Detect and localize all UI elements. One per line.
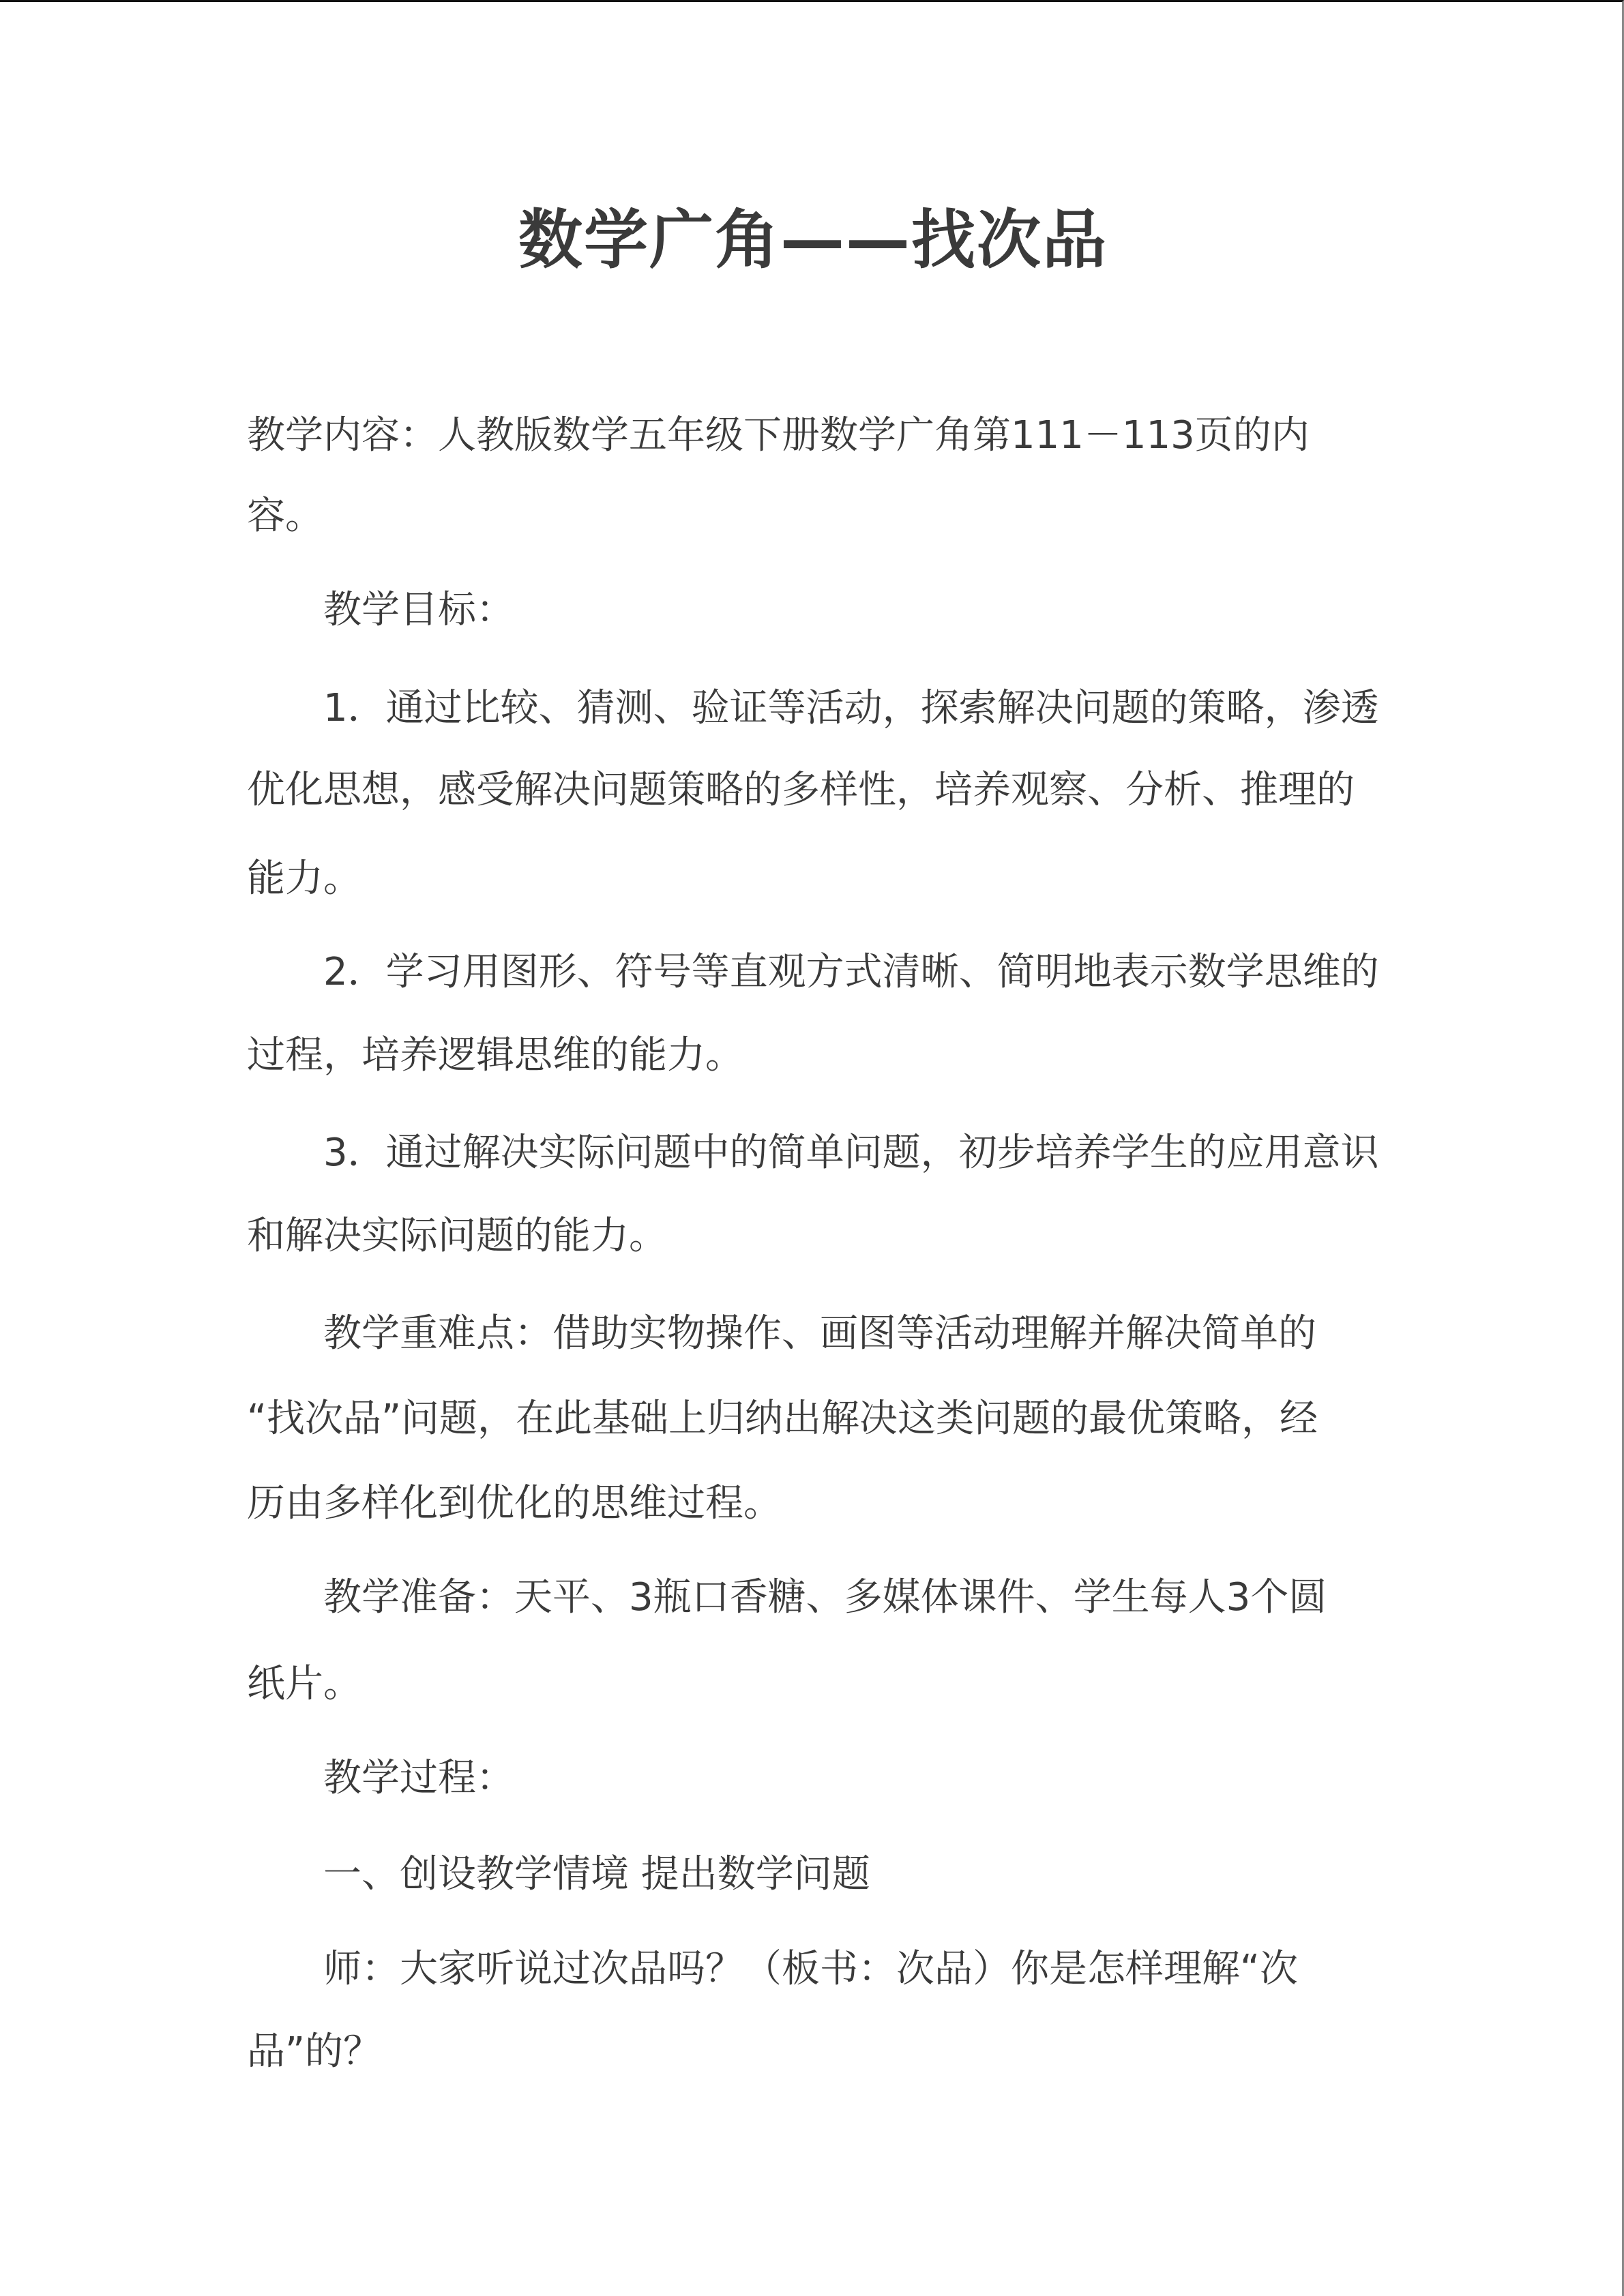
objective-1-line-2: 优化思想，感受解决问题策略的多样性，培养观察、分析、推理的 — [247, 768, 1355, 812]
key-points-line-3: 历由多样化到优化的思维过程。 — [247, 1481, 782, 1525]
objective-3-line-2: 和解决实际问题的能力。 — [247, 1214, 667, 1258]
key-points-line-2: “找次品”问题，在此基础上归纳出解决这类问题的最优策略，经 — [247, 1397, 1318, 1441]
objective-2-line-2: 过程，培养逻辑思维的能力。 — [247, 1033, 743, 1077]
dialogue-line-2: 品”的？ — [247, 2029, 382, 2074]
section-one-heading: 一、创设教学情境 提出数学问题 — [323, 1852, 870, 1896]
key-points-line-1: 教学重难点：借助实物操作、画图等活动理解并解决简单的 — [323, 1311, 1316, 1356]
document-title: 数学广角——找次品 — [518, 203, 1108, 278]
objective-2-line-1: 2．学习用图形、符号等直观方式清晰、简明地表示数学思维的 — [323, 950, 1379, 994]
dialogue-line-1: 师：大家听说过次品吗？（板书：次品）你是怎样理解“次 — [323, 1947, 1299, 1991]
objective-1-line-3: 能力。 — [247, 856, 361, 901]
objectives-heading: 教学目标： — [323, 588, 514, 632]
objective-3-line-1: 3．通过解决实际问题中的简单问题，初步培养学生的应用意识 — [323, 1131, 1379, 1175]
preparation-line-2: 纸片。 — [247, 1662, 361, 1706]
content-line-2: 容。 — [247, 494, 323, 538]
objective-1-line-1: 1．通过比较、猜测、验证等活动，探索解决问题的策略，渗透 — [323, 686, 1379, 730]
content-line-1: 教学内容：人教版数学五年级下册数学广角第111－113页的内 — [247, 413, 1310, 458]
preparation-line-1: 教学准备：天平、3瓶口香糖、多媒体课件、学生每人3个圆 — [323, 1575, 1327, 1620]
process-heading: 教学过程： — [323, 1756, 514, 1800]
